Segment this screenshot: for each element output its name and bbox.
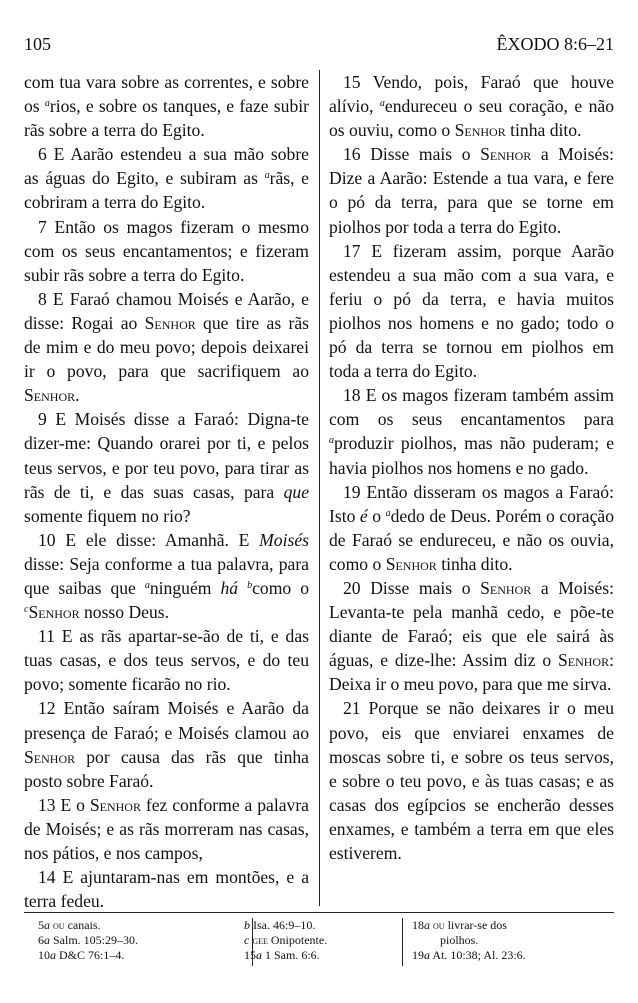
footnote-label: 6a [38, 933, 50, 947]
verse-text: somente fiquem no rio? [24, 505, 191, 526]
verse-text: com tua vara sobre as correntes, e sobre os [24, 72, 309, 117]
verse-text: fez conforme a palavra de Moisés; e as rãs morreram nas casas, nos pátios, e nos campos, [24, 794, 309, 863]
verse [24, 696, 309, 792]
scripture-page [24, 0, 614, 1003]
verse-text: o [367, 505, 386, 526]
verse-text: endureceu o seu coração, e não os ouviu, como o [329, 96, 614, 141]
lord-small-caps: Senhor [144, 312, 196, 333]
footnotes [24, 918, 614, 988]
verse-text: por causa das rãs que tinha posto sobre Faraó. [24, 746, 309, 791]
verse-text: produzir piolhos, mas não puderam; e havia piolhos nos homens e no gado. [329, 433, 614, 478]
text-columns [24, 70, 614, 910]
footnote-column-2 [244, 918, 394, 963]
footnote-text: Isa. 46:9–10. [253, 918, 316, 932]
footnote-entry [38, 933, 248, 948]
italic-word: há [220, 577, 239, 598]
verse [329, 576, 614, 696]
verse-text: a Moisés: Dize a Aarão: Estende a tua vara, e fere o pó da terra, para que se torne em piolhos por toda a terra do Egito. [329, 144, 615, 237]
right-column [329, 70, 614, 865]
footnote-entry [412, 933, 612, 948]
footnote-entry [244, 948, 394, 963]
footnote-marker: c [24, 604, 29, 616]
verse-text: 9 E Moisés disse a Faraó: Digna-te dizer-me: Quando orarei por ti, e pelos teus servos, e por teu povo, para tirar as rãs de ti, e das suas casas, para [24, 409, 309, 502]
footnote-label: b [244, 918, 250, 932]
footnote-marker: a [44, 98, 50, 110]
verse-text: rios, e sobre os tanques, e faze subir rãs sobre a terra do Egito. [24, 96, 309, 141]
lord-small-caps: Senhor [480, 577, 532, 598]
footnote-text: piolhos. [440, 933, 479, 947]
lord-small-caps: Senhor [557, 650, 610, 671]
verse-text: dedo de Deus. Porém o coração de Faraó se endureceu, e não os ouvia, como o [329, 505, 615, 574]
footnote-divider [24, 912, 614, 913]
footnote-text: 1 Sam. 6:6. [265, 948, 320, 962]
verse [329, 239, 614, 384]
footnote-label: 5a [38, 918, 50, 932]
verse-text: como o [252, 577, 309, 598]
italic-word: é [359, 505, 368, 526]
running-head: ÊXODO 8:6–21 [496, 34, 614, 54]
footnote-marker: a [385, 507, 391, 519]
verse-text: ninguém [149, 577, 221, 598]
verse [329, 696, 614, 865]
footnote-marker: b [247, 579, 253, 591]
lord-small-caps: Senhor [24, 385, 76, 406]
verse-text: 18 E os magos fizeram também assim com os seus encantamentos para [329, 385, 614, 430]
footnote-text: At. 10:38; Al. 23:6. [432, 948, 526, 962]
verse-text: 12 Então saíram Moisés e Aarão da presença de Faraó; e Moisés clamou ao [24, 698, 309, 743]
verse [24, 407, 309, 527]
italic-word: que [283, 481, 309, 502]
footnote-label: 18a [412, 918, 430, 932]
verse-text: . [75, 385, 80, 406]
footnote-entry [412, 948, 612, 963]
verse [329, 383, 614, 479]
column-divider [319, 70, 320, 906]
footnote-text: gee Onipotente. [252, 933, 328, 947]
footnote-column-divider [402, 918, 403, 966]
verse-text: 15 Vendo, pois, Faraó que houve alívio, [329, 72, 614, 117]
footnote-label: 15a [244, 948, 262, 962]
lord-small-caps: Senhor [24, 746, 76, 767]
footnote-text: D&C 76:1–4. [59, 948, 125, 962]
footnote-marker: a [329, 435, 334, 447]
verse-text: 8 E Faraó chamou Moisés e Aarão, e disse: Rogai ao [24, 288, 309, 333]
verse-text: rãs, e cobriram a terra do Egito. [24, 168, 309, 213]
page-header [24, 34, 614, 58]
left-column [24, 70, 309, 913]
footnote-text: Salm. 105:29–30. [53, 933, 139, 947]
lord-small-caps: Senhor [385, 553, 437, 574]
verse [24, 215, 309, 287]
lord-small-caps: Senhor [480, 144, 532, 165]
footnote-entry [244, 918, 394, 933]
footnote-text: ou livrar-se dos [433, 918, 507, 932]
footnote-text: ou canais. [53, 918, 101, 932]
verse-text: 17 E fizeram assim, porque Aarão estendeu a sua mão com a sua vara, e feriu o pó da terra, e havia muitos piolhos nos homens e no gado; todo o pó da terra se tornou em piolhos em toda a terra do Egito. [329, 240, 614, 382]
verse-text: 10 E ele disse: Amanhã. E [38, 529, 260, 550]
verse-text: 21 Porque se não deixares ir o meu povo, eis que enviarei enxames de moscas sobre ti, e sobre os teus servos, e sobre o teu povo, e às tuas casas; e as casas dos egípcios se encherão desses enxames, e também a terra em que eles estiverem. [329, 698, 614, 863]
verse-text: 14 E ajuntaram-nas em montões, e a terra fedeu. [24, 867, 309, 912]
verse [24, 793, 309, 865]
verse [24, 528, 309, 624]
verse [24, 624, 309, 696]
footnote-label: c [244, 933, 250, 947]
verse-text [238, 578, 247, 598]
lord-small-caps: Senhor [89, 794, 141, 815]
footnote-marker: a [264, 170, 270, 182]
lord-small-caps: Senhor [28, 602, 80, 623]
lord-small-caps: Senhor [454, 120, 506, 141]
verse [329, 480, 614, 576]
verse-text: 13 E o [38, 794, 90, 815]
footnote-entry [38, 948, 248, 963]
verse-text: 20 Disse mais o [343, 577, 481, 598]
footnote-label: 19a [412, 948, 430, 962]
verse-text: tinha dito. [436, 553, 513, 574]
verse-text: 11 E as rãs apartar-se-ão de ti, e das tuas casas, e dos teus servos, e do teu povo; somente ficarão no rio. [24, 626, 309, 695]
verse-text: 7 Então os magos fizeram o mesmo com os seus encantamentos; e fizeram subir rãs sobre a terra do Egito. [24, 216, 309, 285]
verse-text: tinha dito. [505, 120, 582, 141]
verse [329, 142, 614, 238]
verse [24, 70, 309, 142]
verse-text: nosso Deus. [79, 602, 170, 623]
footnote-marker: a [144, 579, 150, 591]
verse [24, 142, 309, 214]
italic-word: Moisés [259, 529, 309, 550]
footnote-entry [412, 918, 612, 933]
verse [24, 287, 309, 407]
verse-text: 16 Disse mais o [343, 144, 481, 165]
verse [24, 865, 309, 913]
verse-text: disse: Seja conforme a tua palavra, para que saibas que [24, 553, 309, 598]
footnote-column-1 [38, 918, 248, 963]
footnote-label: 10a [38, 948, 56, 962]
verse [329, 70, 614, 142]
verse-text: : Deixa ir o meu povo, para que me sirva. [329, 650, 614, 695]
page-number: 105 [24, 34, 51, 54]
footnote-entry [38, 918, 248, 933]
verse-text: a Moisés: Levanta-te pela manhã cedo, e põe-te diante de Faraó; eis que ele sairá às águas, e dize-lhe: Assim diz o [329, 577, 615, 671]
footnote-column-3 [412, 918, 612, 963]
verse-text: que tire as rãs de mim e do meu povo; depois deixarei ir o povo, para que sacrifiquem ao [24, 312, 309, 382]
verse-text: 6 E Aarão estendeu a sua mão sobre as águas do Egito, e subiram as [24, 144, 309, 189]
verse-text: 19 Então disseram os magos a Faraó: Isto [329, 481, 614, 526]
footnote-entry [244, 933, 394, 948]
footnote-marker: a [379, 98, 385, 110]
